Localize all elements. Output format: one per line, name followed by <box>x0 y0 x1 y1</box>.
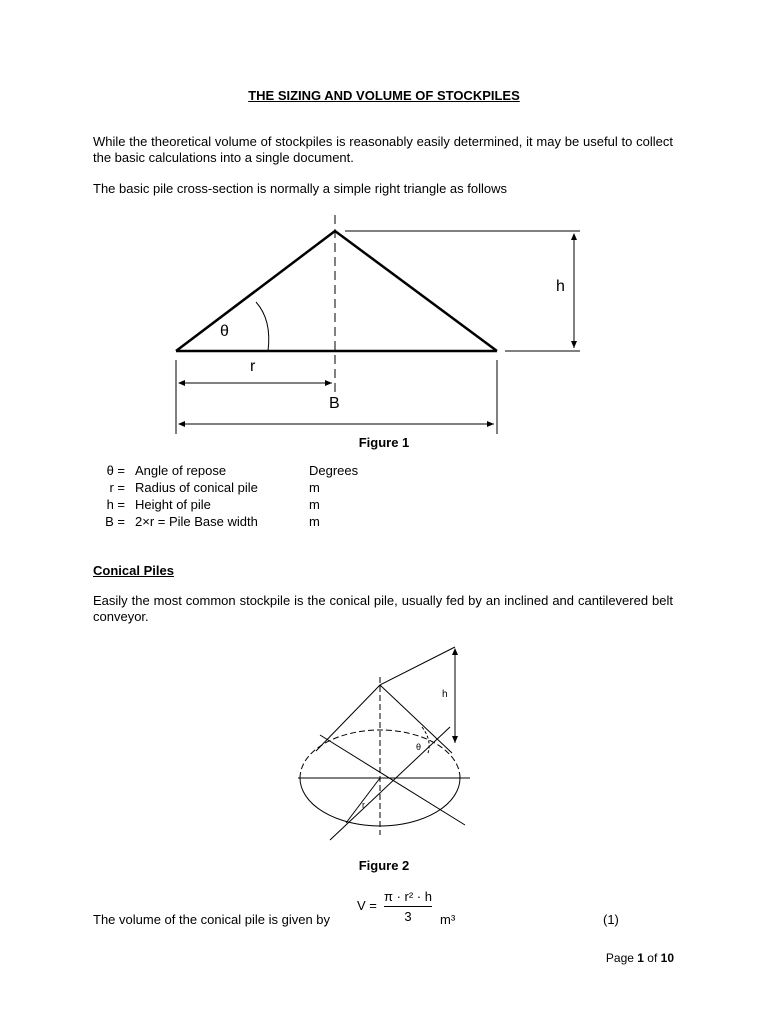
equation-denominator: 3 <box>404 909 412 924</box>
cone-left-side <box>316 685 380 751</box>
figure-2-label-r: r <box>362 800 365 810</box>
theta-arc <box>256 302 269 351</box>
height-arrow-top <box>452 648 458 655</box>
legend-description: Height of pile <box>135 497 211 512</box>
apex-extension-line <box>380 647 455 685</box>
page-of: of <box>643 951 661 965</box>
diagonal-line <box>330 727 450 840</box>
section-heading-conical-piles: Conical Piles <box>93 563 174 578</box>
fraction-bar <box>384 906 432 907</box>
intro-paragraph: While the theoretical volume of stockpiles is reasonably easily determined, it may be useful to collect the basic calculations into a single document. <box>93 134 673 165</box>
intro-paragraph-2: The basic pile cross-section is normally a simple right triangle as follows <box>93 181 507 196</box>
equation-number: (1) <box>603 912 619 927</box>
diagonal-line <box>320 735 465 825</box>
symbol-legend <box>93 462 389 530</box>
legend-row <box>93 462 389 479</box>
pile-left-slope <box>176 231 335 351</box>
figure-1-caption: Figure 1 <box>358 435 410 450</box>
figure-1-label-B: B <box>329 395 340 412</box>
equation-lhs: V = <box>357 898 377 913</box>
figure-1-label-h: h <box>556 278 565 295</box>
page-number <box>606 951 674 965</box>
legend-symbol: B = <box>105 514 125 529</box>
legend-row <box>93 496 389 513</box>
equation-lead-text: The volume of the conical pile is given by <box>93 912 331 927</box>
page-prefix: Page <box>605 951 638 965</box>
legend-description: Radius of conical pile <box>135 480 258 495</box>
figure-2-diagram <box>290 635 480 860</box>
height-arrow-bottom <box>452 736 458 743</box>
legend-symbol: r = <box>109 480 125 495</box>
legend-unit: Degrees <box>309 463 359 478</box>
page-total: 10 <box>660 951 674 965</box>
legend-row <box>93 513 389 530</box>
legend-description: 2×r = Pile Base width <box>135 514 258 529</box>
figure-2-label-theta: θ <box>416 742 422 752</box>
figure-1-label-r: r <box>250 358 256 375</box>
figure-2-caption: Figure 2 <box>358 858 410 873</box>
document-title: THE SIZING AND VOLUME OF STOCKPILES <box>248 88 520 103</box>
figure-2-label-h: h <box>442 689 448 700</box>
figure-1-label-theta: θ <box>220 323 229 340</box>
legend-symbol: h = <box>106 497 125 512</box>
legend-unit: m <box>309 480 320 495</box>
conical-paragraph: Easily the most common stockpile is the conical pile, usually fed by an inclined and cantilevered belt conveyor. <box>93 593 673 624</box>
legend-unit: m <box>309 497 320 512</box>
legend-symbol: θ = <box>106 463 125 478</box>
pile-right-slope <box>335 231 497 351</box>
page-current: 1 <box>637 951 644 965</box>
legend-description: Angle of repose <box>135 463 227 478</box>
equation-numerator: π · r² · h <box>384 889 432 904</box>
legend-unit: m <box>309 514 320 529</box>
figure-1-diagram <box>160 210 600 435</box>
equation-unit: m³ <box>440 912 456 927</box>
legend-row <box>93 479 389 496</box>
